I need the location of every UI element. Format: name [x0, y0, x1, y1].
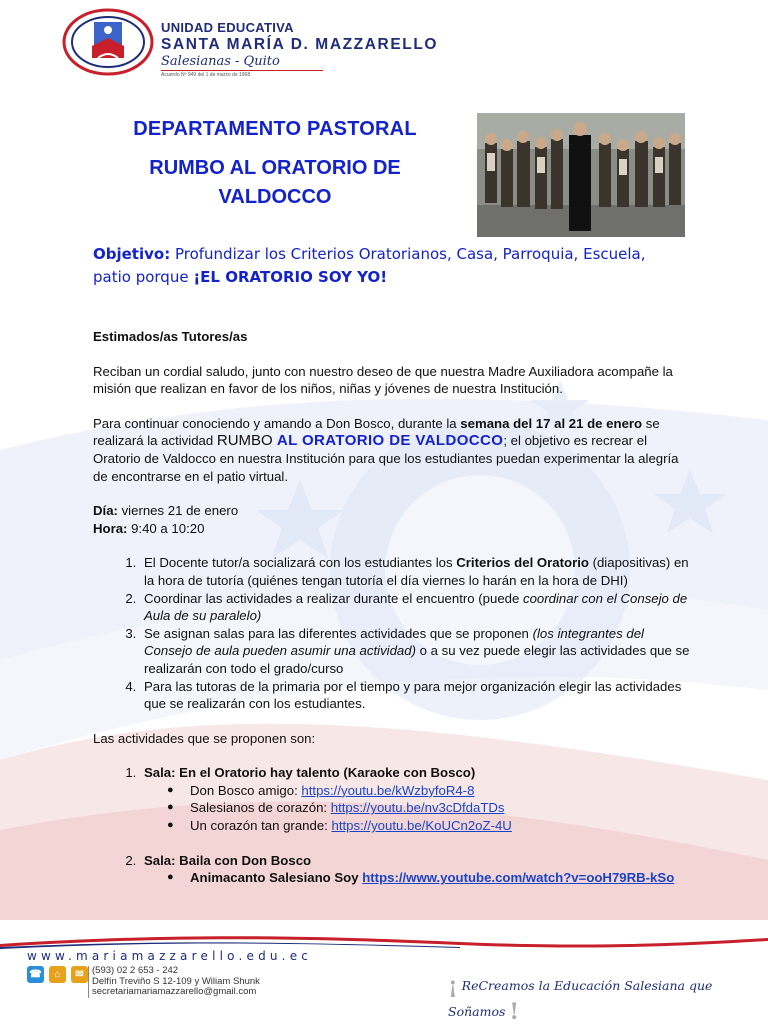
activity-text-3: ; el objetivo es recrear el Oratorio de Valdocco en nuestra Institución para que los estudiantes puedan experimentar la alegría de encontrarse en el patio virtual. — [93, 433, 679, 484]
activity-name-part1: RUMBO — [216, 432, 277, 450]
activity-title-line2: VALDOCCO — [218, 186, 332, 208]
step-1: 1. El Docente tutor/a socializará con los estudiantes los Criterios del Oratorio (diapositivas) en la hora de tutoría (quiénes tengan tutoría el día viernes lo harán en la hora de DHI) — [140, 554, 693, 589]
room-2-title: Sala: Baila con Don Bosco — [144, 852, 312, 868]
time-value: 9:40 a 10:20 — [127, 520, 205, 536]
step-3: 3. Se asignan salas para las diferentes actividades que se proponen (los integrantes del Consejo de aula pueden asumir una actividad) o a su vez puede elegir las actividades que se realizarán con todo el grado/curso — [140, 625, 693, 678]
footer-wave — [0, 930, 768, 950]
title-block — [88, 118, 462, 212]
activity-title-line1: RUMBO AL ORATORIO DE — [149, 157, 401, 179]
slogan-text: ReCreamos la Educación Salesiana que Soñamos — [448, 978, 713, 1019]
time-line — [93, 520, 693, 538]
room-1-songs — [190, 782, 693, 835]
activities-intro: Las actividades que se proponen son: — [93, 730, 316, 746]
song-link[interactable]: https://www.youtube.com/watch?v=ooH79RB-kSo — [362, 870, 675, 886]
step-2: 2. Coordinar las actividades a realizar durante el encuentro (puede coordinar con el Consejo de Aula de su paralelo) — [140, 590, 693, 625]
step-4: 4. Para las tutoras de la primaria por el tiempo y para mejor organización elegir las actividades que se realizarán con los estudiantes. — [140, 678, 693, 713]
school-decree: Acuerdo Nº 949 del 1 de marzo de 1968 — [161, 70, 323, 78]
footer-website[interactable]: www.mariamazzarello.edu.ec — [27, 949, 313, 963]
room-1-title: Sala: En el Oratorio hay talento (Karaoke con Bosco) — [144, 765, 476, 781]
school-name-block — [161, 20, 438, 78]
footer-icons — [27, 966, 88, 983]
objective-highlight: ¡EL ORATORIO SOY YO! — [193, 268, 388, 286]
activity-text-1: Para continuar conociendo y amando a Don Bosco, durante la — [93, 415, 461, 431]
song-link[interactable]: https://youtu.be/nv3cDfdaTDs — [330, 800, 505, 816]
day-line — [93, 502, 693, 520]
school-seal-logo — [62, 8, 154, 76]
activity-week: semana del 17 al 21 de enero — [460, 415, 643, 431]
song-item: ● Don Bosco amigo: https://youtu.be/kWzbyfoR4-8 — [190, 782, 693, 800]
day-label: Día: — [93, 503, 118, 519]
day-value: viernes 21 de enero — [117, 503, 239, 519]
activity-title — [88, 154, 462, 212]
greeting: Estimados/as Tutores/as — [93, 329, 248, 344]
song-item: ● Salesianos de corazón: https://youtu.be/nv3cDfdaTDs — [190, 799, 693, 817]
objective-text: Profundizar los Criterios Oratorianos, Casa, Parroquia, Escuela, patio porque — [93, 245, 646, 286]
slogan-close-mark: ! — [509, 999, 520, 1024]
objective-paragraph — [93, 243, 653, 289]
footer-contact — [88, 966, 260, 998]
song-item: ● Un corazón tan grande: https://youtu.be/KoUCn2oZ-4U — [190, 817, 693, 835]
song-link[interactable]: https://youtu.be/KoUCn2oZ-4U — [331, 818, 512, 834]
location-icon: ⌂ — [49, 966, 66, 983]
mail-icon: ✉ — [71, 966, 88, 983]
time-label: Hora: — [93, 520, 128, 536]
song-link[interactable]: https://youtu.be/kWzbyfoR4-8 — [301, 782, 475, 798]
school-name-line3: Salesianas - Quito — [161, 54, 280, 69]
rooms-list — [140, 764, 693, 887]
activity-paragraph — [93, 415, 693, 485]
department-title: DEPARTAMENTO PASTORAL — [133, 118, 417, 140]
footer-slogan — [448, 973, 768, 1024]
footer-address: Delfín Treviño S 12-109 y Wiliam Shunk — [92, 975, 260, 987]
activity-text-2: se realizará la actividad — [93, 415, 660, 449]
objective-label: Objetivo: — [93, 245, 171, 263]
room-1 — [140, 764, 693, 851]
song-item: ● Animacanto Salesiano Soy https://www.youtube.com/watch?v=ooH79RB-kSo — [190, 869, 693, 887]
activity-name-part2: AL ORATORIO DE VALDOCCO — [276, 432, 504, 450]
room-2-songs — [190, 869, 693, 887]
intro-paragraph: Reciban un cordial saludo, junto con nuestro deseo de que nuestra Madre Auxiliadora acompañe la misión que realizan en favor de los niños, niñas y jóvenes de nuestra Institución. — [93, 363, 673, 397]
boys-running-photo — [477, 113, 685, 237]
slogan-open-mark: ¡ — [448, 973, 458, 999]
footer-phone: (593) 02 2 653 - 242 — [92, 965, 179, 976]
footer-email: secretariamariamazzarello@gmail.com — [92, 986, 257, 998]
school-header — [62, 8, 462, 78]
school-name-line2: SANTA MARÍA D. MAZZARELLO — [161, 36, 439, 53]
school-name-line1: UNIDAD EDUCATIVA — [161, 20, 294, 35]
room-2 — [140, 852, 693, 887]
phone-icon: ☎ — [27, 966, 44, 983]
steps-list — [140, 554, 693, 712]
letter-body — [93, 328, 693, 887]
